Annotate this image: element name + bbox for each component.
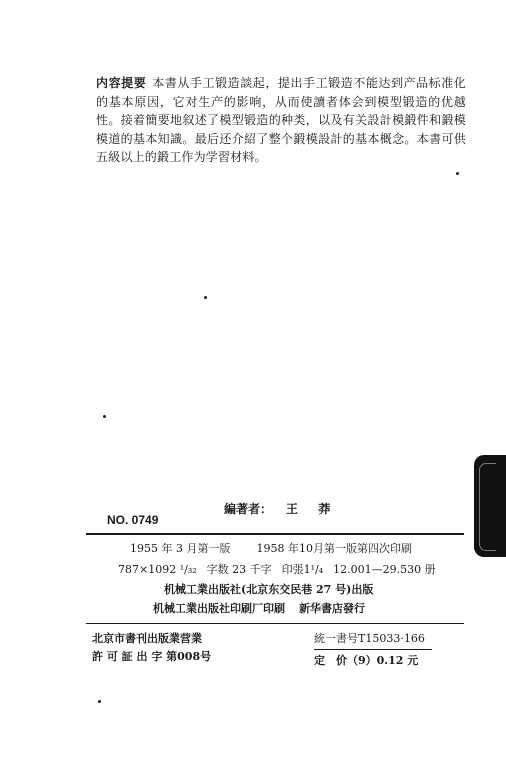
ink-speck [98,700,101,703]
author-name: 王 莽 [286,502,339,516]
page-edge-tab [474,455,506,557]
format-line [118,561,436,577]
printer-line [153,600,365,616]
book-number: NO. 0749 [107,513,159,527]
unified-book-number: 統一書号T15033·166 [314,632,425,645]
distributor: 新华書店發行 [299,602,365,615]
ink-speck [456,172,459,175]
printer: 机械工業出版社印刷厂印刷 [153,602,285,615]
sheets: 印張1¹/₄ [281,563,324,576]
license-line-2: 許 可 証 出 字 第008号 [92,650,212,663]
license-line-1: 北京市書刊出版業营業 [92,632,202,645]
format: 787×1092 ¹/₃₂ [118,563,197,576]
ink-speck [204,296,207,299]
summary-text: 本書从手工锻造談起，提出手工锻造不能达到产品标准化的基本原因，它对生产的影响，从而使讀者体会到模型锻造的优越性。接着簡要地叙述了模型锻造的种类，以及有关設計模鍛件和鍛模模道的基本知識。最后还介紹了整个鍛模設計的基本概念。本書可供五級以上的鍛工作为学習材料。 [96,76,466,164]
edition-current: 1958 年10月第一版第四次印刷 [256,542,412,555]
print-run: 12.001—29.530 册 [333,563,436,576]
content-summary [96,74,466,167]
divider-top [86,533,464,535]
edition-first: 1955 年 3 月第一版 [130,542,231,555]
author-line [224,500,338,517]
edition-line [130,540,412,556]
catalog-block [314,630,432,670]
summary-heading: 内容提要 [96,76,147,90]
license-block [92,630,211,666]
catalog-rule [314,649,432,650]
divider-bottom [86,623,464,624]
author-label: 編著者： [224,502,273,516]
publisher-line: 机械工業出版社(北京东交民巷 27 号)出版 [164,583,374,596]
word-count: 字数 23 千字 [206,563,272,576]
ink-speck [103,415,106,418]
price: 定 价（9）0.12 元 [314,654,419,667]
